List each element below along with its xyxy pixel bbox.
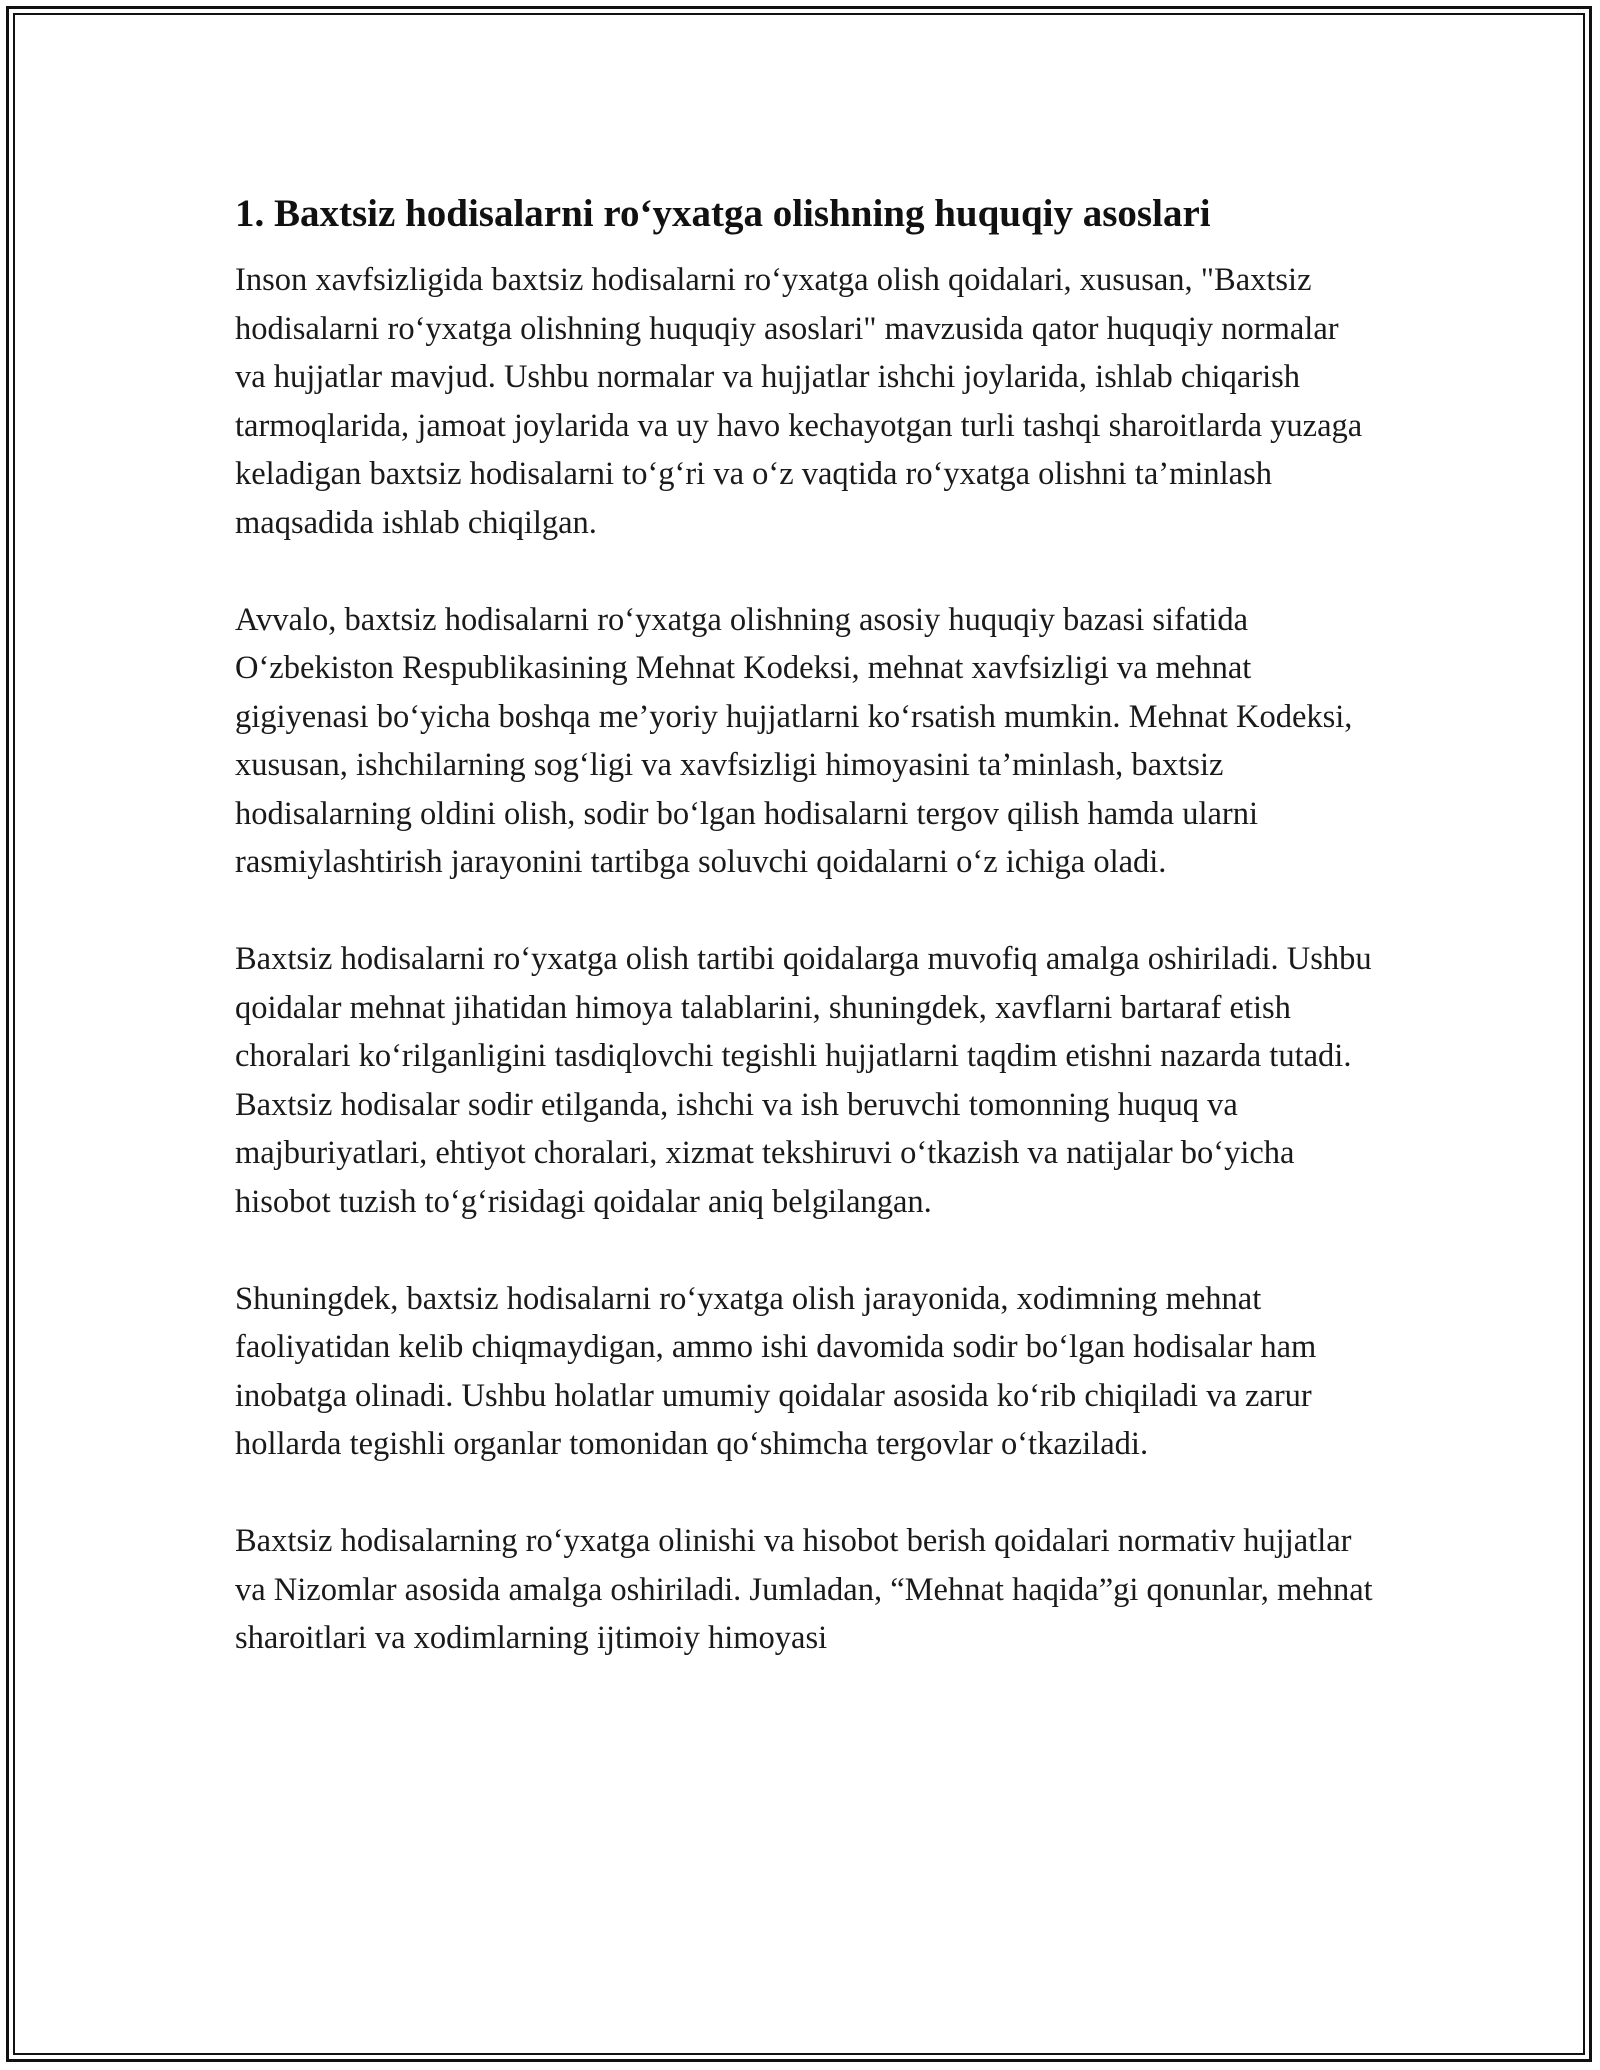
paragraph-2: Avvalo, baxtsiz hodisalarni ro‘yxatga olishning asosiy huquqiy bazasi sifatida O‘zbekiston Respublikasining Mehnat Kodeksi, mehnat xavfsizligi va mehnat gigiyenasi bo‘yicha boshqa me’yoriy hujjatlarni ko‘rsatish mumkin. Mehnat Kodeksi, xususan, ishchilarning sog‘ligi va xavfsizligi himoyasini ta’minlash, baxtsiz hodisalarning oldini olish, sodir bo‘lgan hodisalarni tergov qilish hamda ularni rasmiylashtirish jarayonini tartibga soluvchi qoidalarni o‘z ichiga oladi. <box>235 601 1353 880</box>
paragraph-4: Shuningdek, baxtsiz hodisalarni ro‘yxatga olish jarayonida, xodimning mehnat faoliyatidan kelib chiqmaydigan, ammo ishi davomida sodir bo‘lgan hodisalar ham inobatga olinadi. Ushbu holatlar umumiy qoidalar asosida ko‘rib chiqiladi va zarur hollarda tegishli organlar tomonidan qo‘shimcha tergovlar o‘tkaziladi. <box>235 1280 1317 1462</box>
paragraph-3: Baxtsiz hodisalarni ro‘yxatga olish tartibi qoidalarga muvofiq amalga oshiriladi. Ushbu qoidalar mehnat jihatidan himoya talablarini, shuningdek, xavflarni bartaraf etish choralari ko‘rilganligini tasdiqlovchi tegishli hujjatlarni taqdim etishni nazarda tutadi. Baxtsiz hodisalar sodir etilganda, ishchi va ish beruvchi tomonning huquq va majburiyatlari, ehtiyot choralari, xizmat tekshiruvi o‘tkazish va natijalar bo‘yicha hisobot tuzish to‘g‘risidagi qoidalar aniq belgilangan. <box>235 941 1372 1220</box>
paragraph-5: Baxtsiz hodisalarning ro‘yxatga olinishi va hisobot berish qoidalari normativ hujjatlar va Nizomlar asosida amalga oshiriladi. Jumladan, “Mehnat haqida”gi qonunlar, mehnat sharoitlari va xodimlarning ijtimoiy himoyasi <box>235 1523 1373 1656</box>
document-body <box>235 186 1375 1711</box>
section-heading: 1. Baxtsiz hodisalarni ro‘yxatga olishning huquqiy asoslari <box>235 192 1211 235</box>
paragraph-1: Inson xavfsizligida baxtsiz hodisalarni ro‘yxatga olish qoidalari, xususan, "Baxtsiz hodisalarni ro‘yxatga olishning huquqiy asoslari" mavzusida qator huquqiy normalar va hujjatlar mavjud. Ushbu normalar va hujjatlar ishchi joylarida, ishlab chiqarish tarmoqlarida, jamoat joylarida va uy havo kechayotgan turli tashqi sharoitlarda yuzaga keladigan baxtsiz hodisalarni to‘g‘ri va o‘z vaqtida ro‘yxatga olishni ta’minlash maqsadida ishlab chiqilgan. <box>235 262 1363 541</box>
